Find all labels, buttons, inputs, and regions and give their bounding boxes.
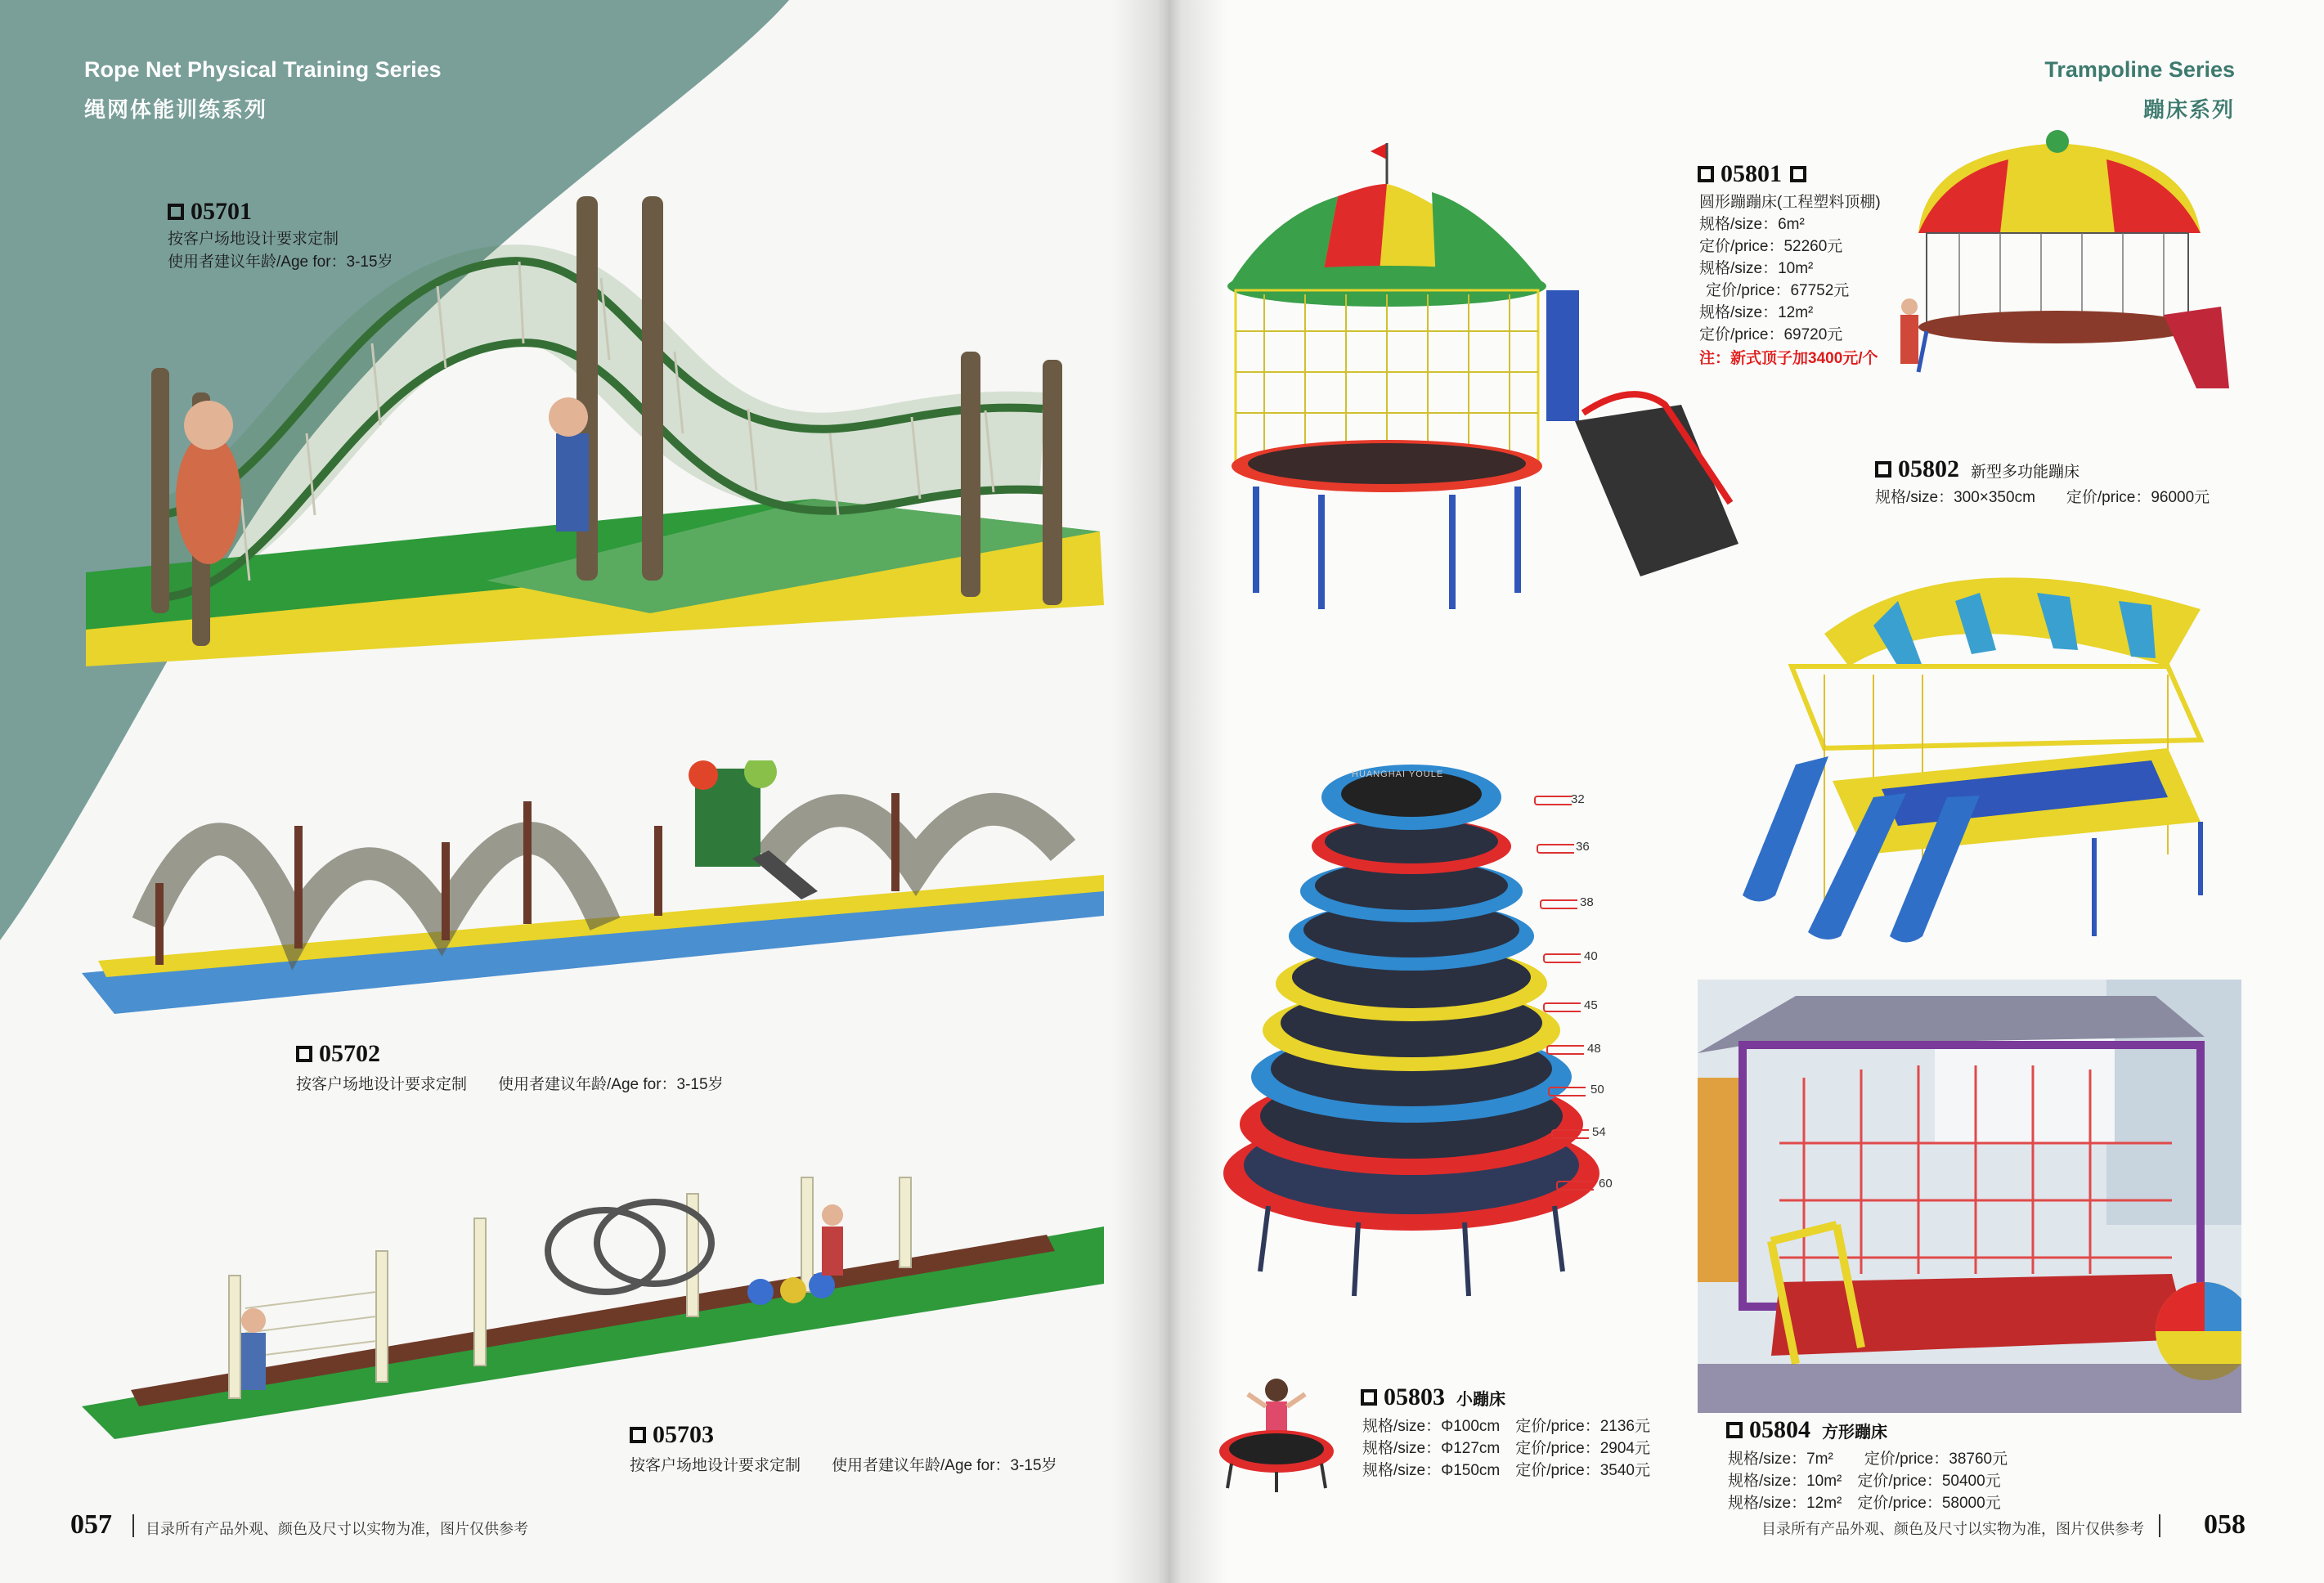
product-code-icon	[1790, 166, 1806, 182]
mini-trampoline-stack-image	[1219, 740, 1604, 1312]
product-code-05702: 05702	[296, 1040, 380, 1068]
obstacle-course-image	[82, 1145, 1112, 1439]
product-code-05803: 05803 小蹦床	[1361, 1383, 1505, 1411]
size-label: 54	[1592, 1125, 1606, 1139]
size-label: 45	[1584, 998, 1598, 1012]
product-code-icon	[1875, 461, 1891, 478]
product-size-price-3: 规格/size：12m² 定价/price：58000元	[1728, 1495, 2001, 1512]
product-desc: 圆形蹦蹦床(工程塑料顶棚)	[1699, 194, 1881, 211]
product-price-1: 定价/price：52260元	[1699, 238, 1843, 255]
product-note: 注：新式顶子加3400元/个	[1699, 350, 1878, 367]
size-label: 50	[1590, 1083, 1604, 1096]
multifunction-trampoline-image	[1894, 127, 2237, 409]
canopy-trampoline-slides-image	[1710, 552, 2245, 961]
product-code-icon	[1361, 1389, 1377, 1406]
size-label: 32	[1571, 792, 1585, 806]
product-size-price-1: 规格/size：Φ100cm 定价/price：2136元	[1362, 1418, 1650, 1435]
product-desc: 按客户场地设计要求定制	[168, 231, 339, 248]
size-arrow	[1534, 796, 1572, 805]
product-desc: 按客户场地设计要求定制 使用者建议年龄/Age for：3-15岁	[630, 1457, 1057, 1474]
product-code-icon	[1698, 166, 1714, 182]
product-size-price: 规格/size：300×350cm 定价/price：96000元	[1875, 489, 2210, 506]
size-arrow	[1543, 953, 1581, 963]
rope-net-tunnel-image	[78, 188, 1108, 679]
square-trampoline-photo	[1698, 980, 2241, 1413]
page-number-left: 057	[70, 1509, 112, 1540]
product-size-3: 规格/size：12m²	[1699, 304, 1814, 321]
product-code-05701: 05701	[168, 198, 252, 226]
size-arrow	[1556, 1181, 1594, 1191]
trampoline-brand-text: HUANGHAI YOULE	[1352, 769, 1444, 779]
product-code-05802: 05802 新型多功能蹦床	[1875, 455, 2079, 483]
product-desc: 按客户场地设计要求定制 使用者建议年龄/Age for：3-15岁	[296, 1076, 724, 1093]
product-size-2: 规格/size：10m²	[1699, 260, 1814, 277]
footer-note-left: 目录所有产品外观、颜色及尺寸以实物为准，图片仅供参考	[146, 1521, 528, 1537]
product-code-05801: 05801	[1698, 160, 1813, 188]
series-title-en: Trampoline Series	[2044, 57, 2235, 82]
footer-separator	[2159, 1514, 2160, 1537]
product-price-2: 定价/price：67752元	[1706, 282, 1850, 299]
size-label: 40	[1584, 949, 1598, 963]
product-code-icon	[296, 1046, 312, 1062]
product-name: 方形蹦床	[1822, 1424, 1887, 1442]
size-arrow	[1540, 899, 1577, 909]
series-title-cn: 蹦床系列	[2142, 97, 2235, 122]
size-arrow	[1551, 1129, 1589, 1139]
size-label: 36	[1576, 840, 1590, 854]
size-label: 48	[1587, 1042, 1601, 1056]
product-size-1: 规格/size：6m²	[1699, 216, 1805, 233]
product-code-icon	[1726, 1422, 1743, 1438]
series-title-cn: 绳网体能训练系列	[84, 97, 268, 122]
product-name: 新型多功能蹦床	[1971, 464, 2080, 481]
product-size-price-2: 规格/size：Φ127cm 定价/price：2904元	[1362, 1440, 1650, 1457]
product-name: 小蹦床	[1456, 1391, 1505, 1409]
product-code-icon	[630, 1427, 646, 1443]
size-label: 38	[1580, 895, 1594, 909]
series-title-en: Rope Net Physical Training Series	[84, 57, 442, 82]
kid-on-mini-trampoline-image	[1215, 1374, 1338, 1496]
product-size-price-2: 规格/size：10m² 定价/price：50400元	[1728, 1473, 2001, 1490]
size-arrow	[1548, 1087, 1586, 1096]
product-size-price-3: 规格/size：Φ150cm 定价/price：3540元	[1362, 1462, 1650, 1479]
footer-separator	[132, 1514, 134, 1537]
right-page	[1162, 0, 2324, 1583]
long-rope-net-course-image	[82, 760, 1112, 1022]
size-arrow	[1537, 844, 1574, 854]
size-arrow	[1543, 1002, 1581, 1012]
product-code-05703: 05703	[630, 1421, 714, 1449]
product-size-price-1: 规格/size：7m² 定价/price：38760元	[1728, 1451, 2008, 1468]
size-arrow	[1546, 1045, 1584, 1055]
page-number-right: 058	[2204, 1509, 2245, 1540]
footer-note-right: 目录所有产品外观、颜色及尺寸以实物为准，图片仅供参考	[1761, 1521, 2144, 1537]
product-price-3: 定价/price：69720元	[1699, 326, 1843, 343]
size-label: 60	[1599, 1177, 1613, 1191]
product-code-05804: 05804 方形蹦床	[1726, 1416, 1887, 1444]
product-age: 使用者建议年龄/Age for：3-15岁	[168, 253, 393, 271]
